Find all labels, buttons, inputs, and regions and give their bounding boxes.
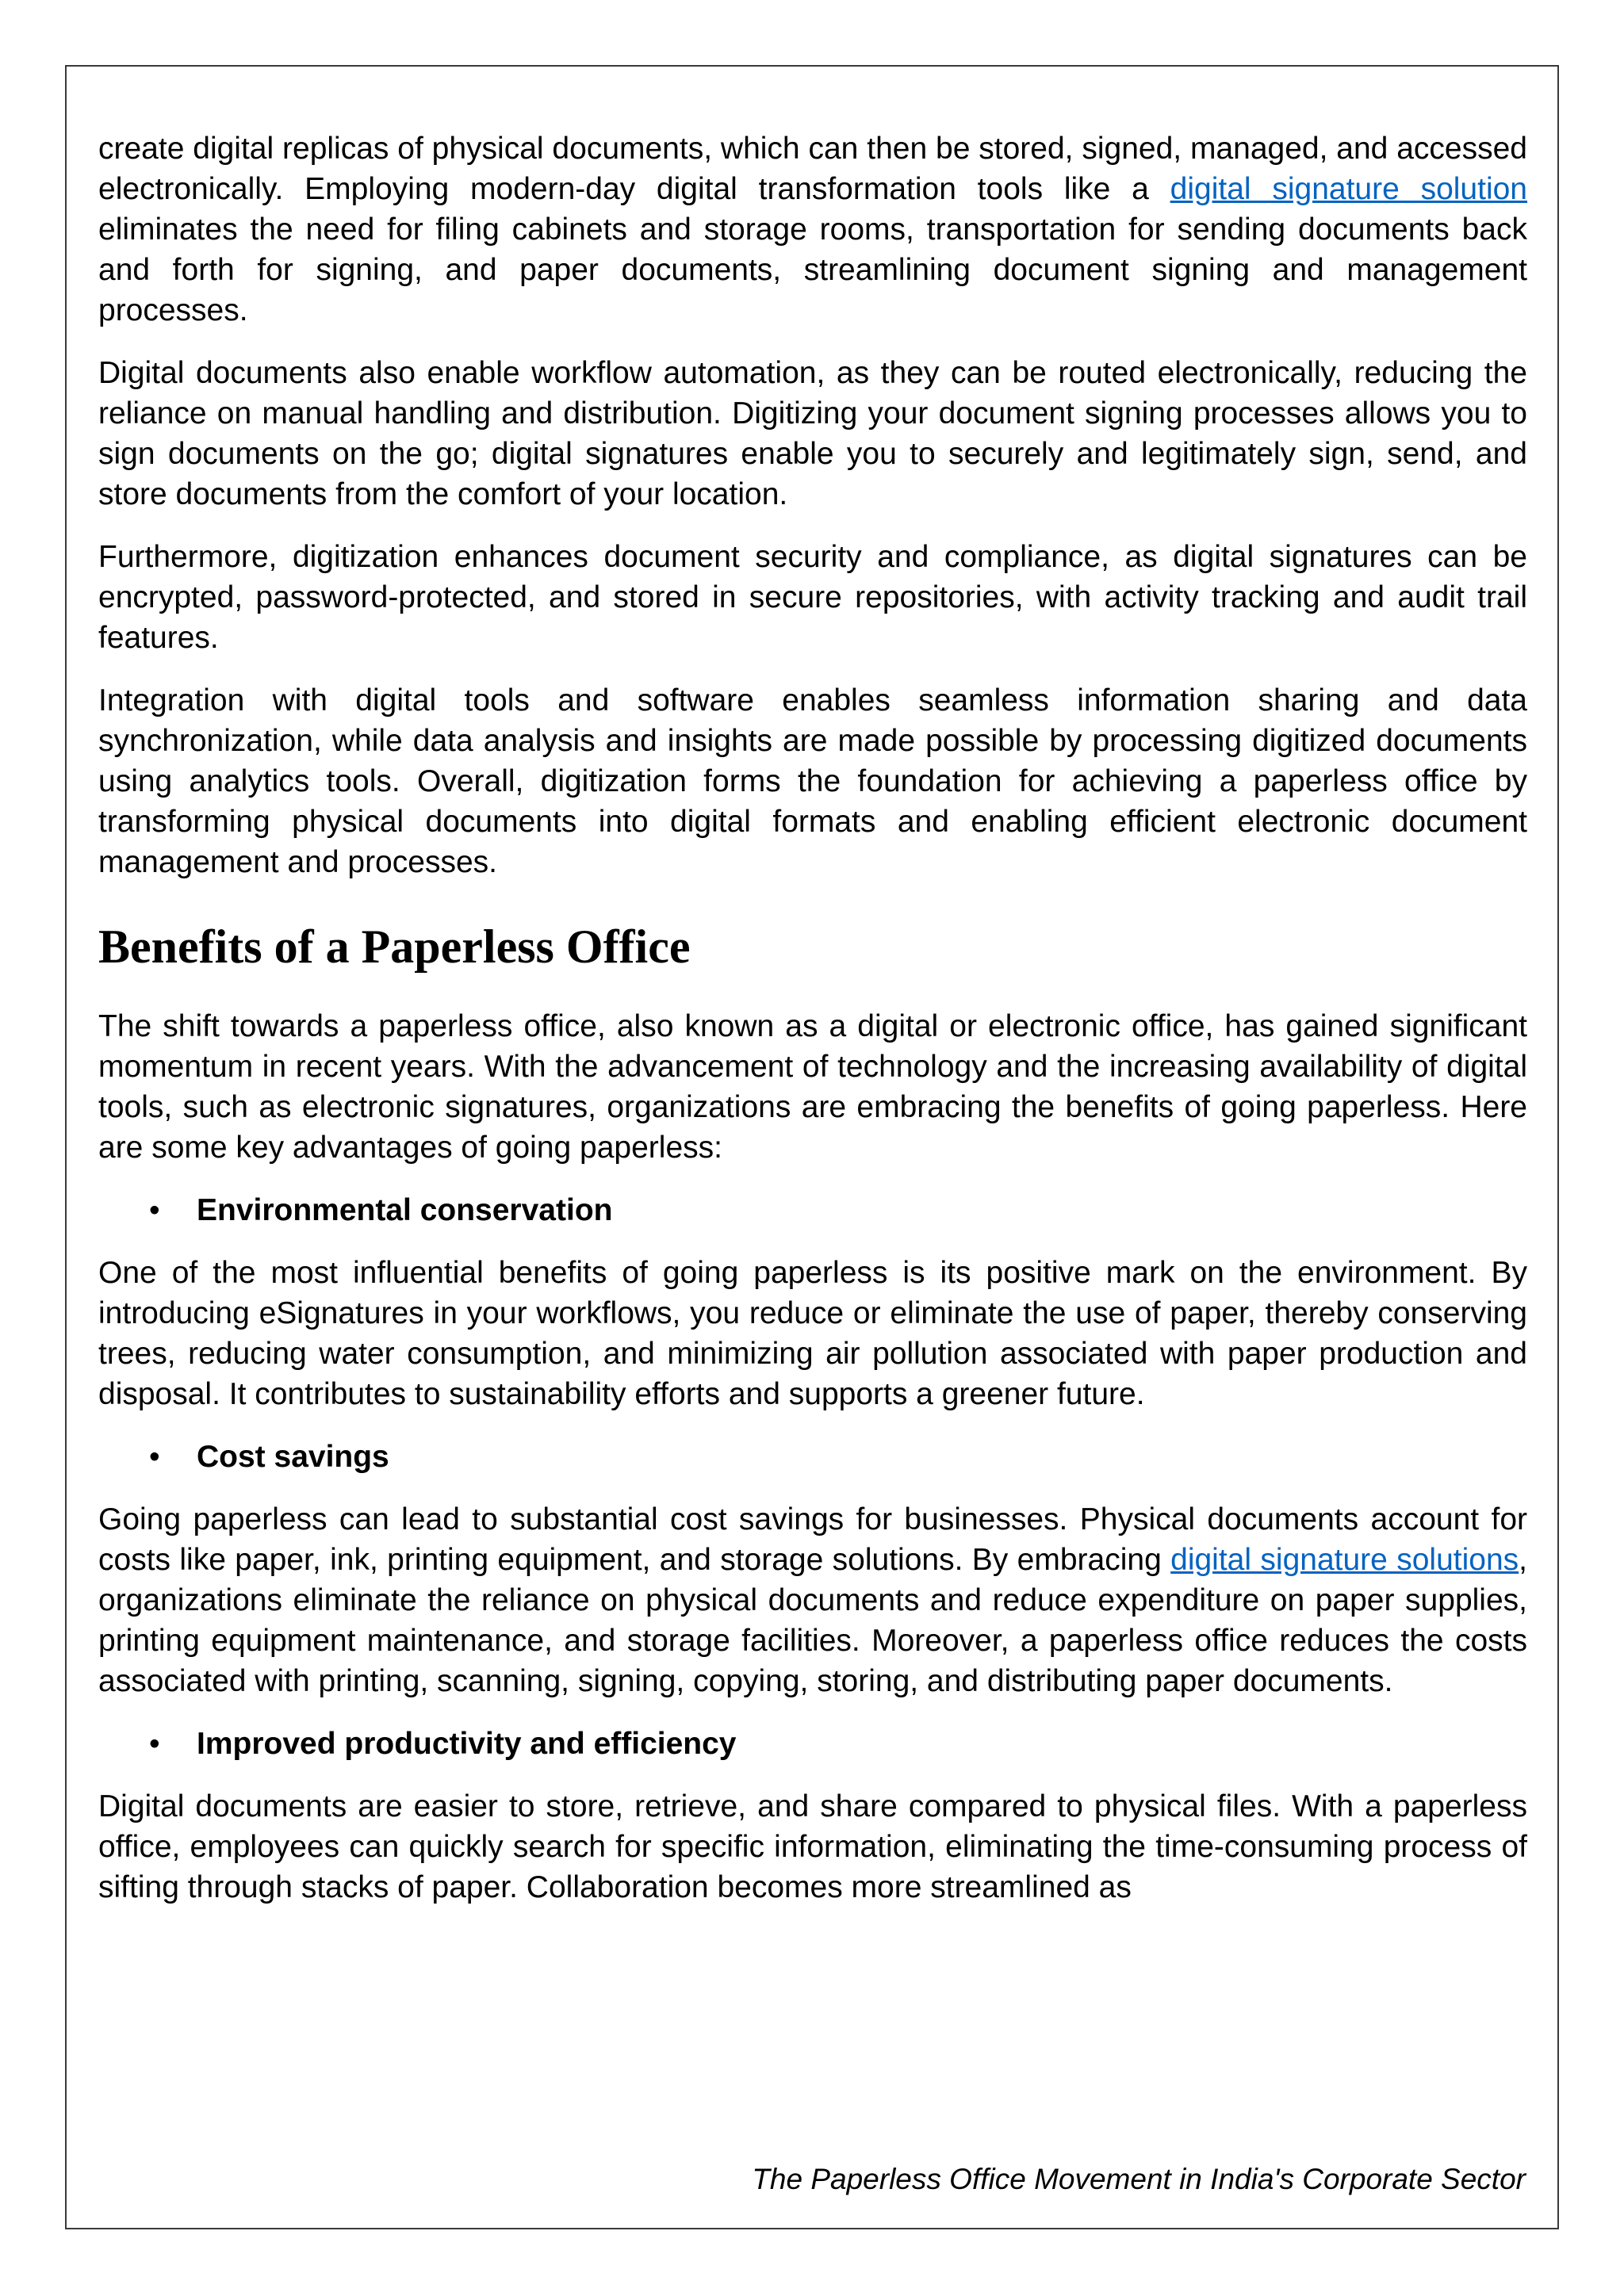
bullet-cost-savings xyxy=(98,1437,1527,1477)
section-heading: Benefits of a Paperless Office xyxy=(98,920,691,973)
bullet-title: Cost savings xyxy=(197,1440,389,1474)
digital-signature-solution-link[interactable]: digital signature solution xyxy=(1170,172,1527,206)
paragraph-benefits-intro: The shift towards a paperless office, also known as a digital or electronic office, has gained significant momentum in recent years. With the advancement of technology and the increasing availability of digital tools, such as electronic signatures, organizations are embracing the benefits of going paperless. Here are some key advantages of going paperless: xyxy=(98,1009,1527,1165)
paragraph-text: create digital replicas of physical documents, which can then be stored, signed, managed, and accessed electronically. Employing modern-day digital transformation tools like a xyxy=(98,132,1527,206)
bullet-icon: • xyxy=(149,1727,160,1761)
paragraph-intro-4: Integration with digital tools and software enables seamless information sharing and data synchronization, while data analysis and insights are made possible by processing digitized documents using analytics tools. Overall, digitization forms the foundation for achieving a paperless office by transforming physical documents into digital formats and enabling efficient electronic document management and processes. xyxy=(98,683,1527,879)
paragraph-intro-2: Digital documents also enable workflow automation, as they can be routed electronically, reducing the reliance on manual handling and distribution. Digitizing your document signing processes allows you to sign documents on the go; digital signatures enable you to securely and legitimately sign, send, and store documents from the comfort of your location. xyxy=(98,356,1527,511)
footer-title: The Paperless Office Movement in India's Corporate Sector xyxy=(752,2163,1526,2195)
paragraph-cost-savings xyxy=(98,1499,1527,1701)
bullet-icon: • xyxy=(149,1440,160,1474)
bullet-productivity xyxy=(98,1724,1527,1764)
paragraph-text: Going paperless can lead to substantial cost savings for businesses. Physical documents account for costs like paper, ink, printing equipment, and storage solutions. By embracing xyxy=(98,1502,1527,1577)
paragraph-intro-1 xyxy=(98,128,1527,331)
paragraph-text: eliminates the need for filing cabinets and storage rooms, transportation for sending documents back and forth for signing, and paper documents, streamlining document signing and management processes. xyxy=(98,212,1527,327)
paragraph-environmental: One of the most influential benefits of going paperless is its positive mark on the environment. By introducing eSignatures in your workflows, you reduce or eliminate the use of paper, thereby conserving trees, reducing water consumption, and minimizing air pollution associated with paper production and disposal. It contributes to sustainability efforts and supports a greener future. xyxy=(98,1256,1527,1411)
bullet-environmental-conservation xyxy=(98,1190,1527,1230)
digital-signature-solutions-link[interactable]: digital signature solutions xyxy=(1170,1543,1519,1577)
bullet-title: Improved productivity and efficiency xyxy=(197,1727,737,1761)
bullet-title: Environmental conservation xyxy=(197,1193,613,1227)
paragraph-text: , organizations eliminate the reliance on physical documents and reduce expenditure on paper supplies, printing equipment maintenance, and storage facilities. Moreover, a paperless office reduces the costs associated with printing, scanning, signing, copying, storing, and distributing paper documents. xyxy=(98,1543,1527,1698)
paragraph-intro-3: Furthermore, digitization enhances document security and compliance, as digital signatures can be encrypted, password-protected, and stored in secure repositories, with activity tracking and audit trail features. xyxy=(98,540,1527,655)
paragraph-productivity: Digital documents are easier to store, retrieve, and share compared to physical files. With a paperless office, employees can quickly search for specific information, eliminating the time-consuming process of sifting through stacks of paper. Collaboration becomes more streamlined as xyxy=(98,1789,1527,1904)
bullet-icon: • xyxy=(149,1193,160,1227)
document-body xyxy=(98,128,1527,1930)
